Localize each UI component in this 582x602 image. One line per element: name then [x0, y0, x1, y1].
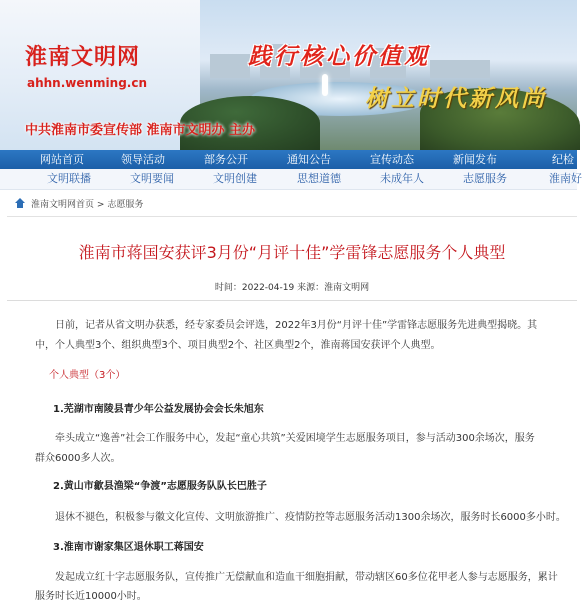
item-heading: 3.淮南市谢家集区退休职工蒋国安 [53, 542, 204, 553]
article-intro-line2: 中，个人典型3个、组织典型3个、项目典型2个、社区典型2个，淮南蒋国安获评个人典型。 [35, 340, 441, 351]
site-sponsor: 中共淮南市委宣传部 淮南市文明办 主办 [25, 123, 256, 138]
nav-item-leader-activities[interactable]: 领导活动 [121, 153, 165, 166]
site-logo[interactable]: 淮南文明网 [25, 45, 141, 70]
banner-slogan-line1: 践行核心价值观 [248, 43, 430, 70]
banner-fountain [322, 74, 328, 96]
nav-item-home[interactable]: 网站首页 [40, 153, 84, 166]
nav-item-discipline[interactable]: 纪检 [552, 153, 574, 166]
nav-item-publicity[interactable]: 宣传动态 [370, 153, 414, 166]
site-banner [0, 0, 577, 150]
item-text-line: 退休不褪色，积极参与徽文化宣传、文明旅游推广、疫情防控等志愿服务活动1300余场次，服务时长6000多小时。 [55, 512, 566, 523]
home-icon[interactable] [15, 198, 25, 208]
site-url: ahhn.wenming.cn [27, 76, 148, 90]
section-heading: 个人典型（3个） [49, 370, 126, 381]
breadcrumb-separator: > [96, 200, 105, 210]
breadcrumb-current[interactable]: 志愿服务 [107, 200, 144, 210]
subnav-item-good-people[interactable]: 淮南好 [549, 172, 582, 185]
subnav-item-minors[interactable]: 未成年人 [380, 172, 424, 185]
article [7, 216, 577, 600]
item-text-line: 牵头成立“逸善”社会工作服务中心，发起“童心共筑”关爱困境学生志愿服务项目，参与活动300余场次，服务 [55, 433, 535, 444]
item-text-line: 群众6000多人次。 [35, 453, 121, 464]
breadcrumb [7, 194, 577, 217]
subnav-item-broadcast[interactable]: 文明联播 [47, 172, 91, 185]
banner-building [210, 54, 250, 78]
subnav-item-creation[interactable]: 文明创建 [213, 172, 257, 185]
divider [7, 300, 577, 301]
nav-item-department-affairs[interactable]: 部务公开 [204, 153, 248, 166]
item-heading: 2.黄山市歙县渔梁“争渡”志愿服务队队长巴胜子 [53, 481, 267, 492]
banner-building [430, 60, 490, 78]
primary-nav [0, 150, 577, 169]
article-meta: 时间：2022-04-19 来源：淮南文明网 [214, 283, 370, 293]
subnav-item-news[interactable]: 文明要闻 [130, 172, 174, 185]
item-heading: 1.芜湖市南陵县青少年公益发展协会会长朱旭东 [53, 404, 264, 415]
item-text-line: 服务时长近10000小时。 [35, 591, 147, 602]
nav-item-press-releases[interactable]: 新闻发布 [453, 153, 497, 166]
article-intro-line1: 日前，记者从省文明办获悉，经专家委员会评选，2022年3月份“月评十佳”学雷锋志愿服务先进典型揭晓。其 [55, 320, 538, 331]
secondary-nav [0, 169, 582, 190]
banner-slogan-line2: 树立时代新风尚 [365, 85, 547, 112]
article-title: 淮南市蒋国安获评3月份“月评十佳”学雷锋志愿服务个人典型 [78, 243, 506, 262]
nav-item-notices[interactable]: 通知公告 [287, 153, 331, 166]
subnav-item-morality[interactable]: 思想道德 [297, 172, 341, 185]
item-text-line: 发起成立红十字志愿服务队，宣传推广无偿献血和造血干细胞捐献，带动辖区60多位花甲老人参与志愿服务，累计 [55, 572, 558, 583]
breadcrumb-home-link[interactable]: 淮南文明网首页 [31, 200, 95, 210]
subnav-item-volunteer[interactable]: 志愿服务 [463, 172, 507, 185]
